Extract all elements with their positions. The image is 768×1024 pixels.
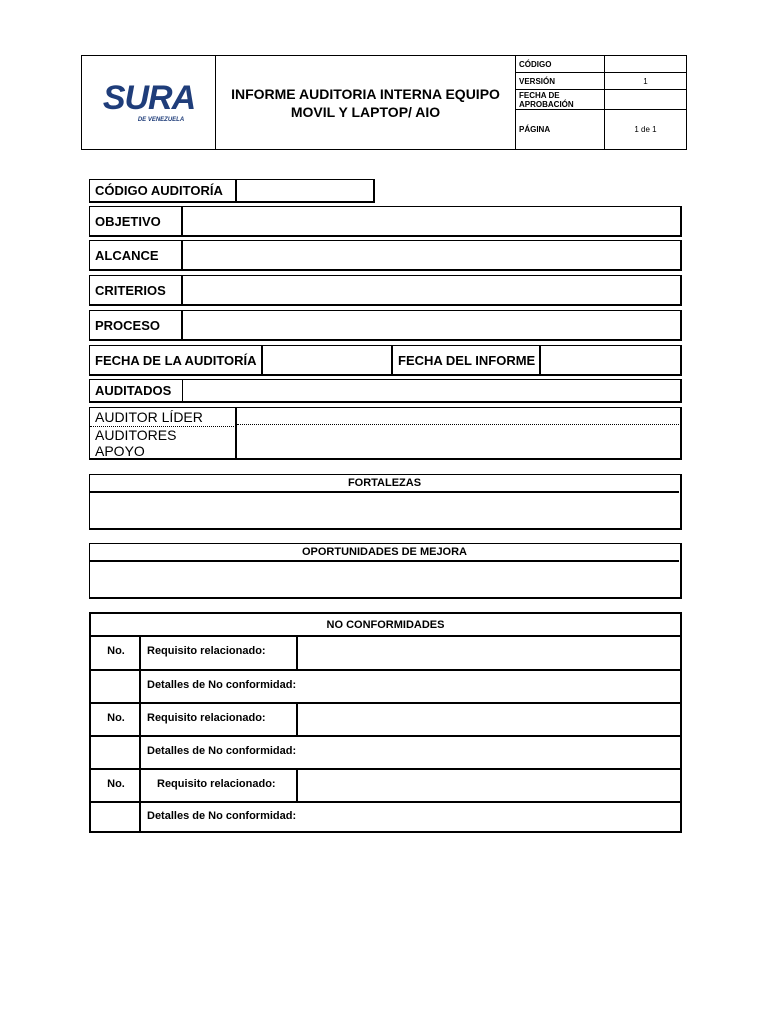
meta-label: PÁGINA (516, 110, 605, 149)
fecha-auditoria-label: FECHA DE LA AUDITORÍA (95, 352, 257, 368)
fecha-informe-field[interactable] (541, 346, 679, 374)
oportunidades-title: OPORTUNIDADES DE MEJORA (90, 545, 679, 562)
meta-value (605, 90, 686, 109)
auditados-label: AUDITADOS (95, 383, 172, 398)
meta-value: 1 (643, 76, 648, 86)
meta-value: 1 de 1 (634, 125, 657, 134)
logo-subtext: DE VENEZUELA (137, 116, 184, 123)
alcance-label: ALCANCE (95, 247, 159, 263)
nc-no-label: No. (107, 712, 125, 724)
proceso-row (89, 310, 682, 341)
document-meta (516, 56, 686, 149)
meta-label: VERSIÓN (516, 73, 605, 89)
fecha-informe-label: FECHA DEL INFORME (398, 352, 536, 368)
document-title (216, 56, 516, 149)
nc-requisito-row-3 (91, 768, 680, 801)
objetivo-field[interactable] (183, 207, 679, 235)
criterios-row (89, 275, 682, 306)
criterios-field[interactable] (183, 276, 679, 304)
auditor-lider-field[interactable] (237, 408, 679, 425)
oportunidades-field[interactable] (90, 563, 679, 597)
no-conformidades-title: NO CONFORMIDADES (326, 619, 445, 631)
alcance-field[interactable] (183, 241, 679, 269)
nc-detalles-label: Detalles de No conformidad: (147, 679, 297, 691)
title-line-2: MOVIL Y LAPTOP/ AIO (290, 103, 441, 120)
nc-detalles-row-1 (91, 669, 680, 702)
meta-row-codigo (516, 56, 686, 73)
oportunidades-section (89, 543, 682, 599)
nc-requisito-field[interactable] (298, 637, 680, 669)
nc-requisito-label: Requisito relacionado: (147, 645, 266, 657)
auditores-apoyo-field[interactable] (237, 426, 679, 458)
fechas-row (89, 345, 682, 376)
objetivo-label: OBJETIVO (95, 213, 161, 229)
codigo-auditoria-label: CÓDIGO AUDITORÍA (95, 183, 223, 198)
title-line-1: INFORME AUDITORIA INTERNA EQUIPO (231, 85, 500, 102)
codigo-auditoria-field[interactable] (237, 180, 373, 201)
logo-text: SURA (102, 80, 195, 117)
nc-no-label: No. (107, 778, 125, 790)
meta-row-pagina (516, 110, 686, 149)
meta-row-fecha (516, 90, 686, 110)
codigo-auditoria-row (89, 179, 375, 203)
nc-requisito-field[interactable] (298, 704, 680, 735)
nc-detalles-row-2 (91, 735, 680, 768)
document-header (81, 55, 687, 150)
fortalezas-field[interactable] (90, 494, 679, 528)
sura-logo (82, 56, 216, 149)
meta-label: FECHA DE APROBACIÓN (516, 90, 605, 109)
auditores-apoyo-label-2: APOYO (95, 443, 145, 459)
nc-detalles-label: Detalles de No conformidad: (147, 810, 297, 822)
nc-requisito-row-2 (91, 702, 680, 735)
nc-requisito-row-1 (91, 635, 680, 669)
auditores-block (89, 407, 682, 460)
nc-requisito-field[interactable] (298, 770, 680, 801)
nc-no-label: No. (107, 645, 125, 657)
auditados-field[interactable] (183, 380, 679, 401)
meta-label: CÓDIGO (516, 56, 605, 72)
auditados-row (89, 379, 682, 403)
nc-requisito-label: Requisito relacionado: (147, 712, 266, 724)
fortalezas-title: FORTALEZAS (90, 476, 679, 493)
nc-detalles-row-3 (91, 801, 680, 831)
no-conformidades-table (89, 612, 682, 833)
nc-requisito-label: Requisito relacionado: (157, 778, 276, 790)
meta-value (605, 56, 686, 72)
auditor-lider-label: AUDITOR LÍDER (95, 409, 203, 425)
alcance-row (89, 240, 682, 271)
nc-detalles-label: Detalles de No conformidad: (147, 745, 297, 757)
auditores-apoyo-label-1: AUDITORES (95, 427, 177, 443)
proceso-label: PROCESO (95, 317, 161, 333)
fecha-auditoria-field[interactable] (263, 346, 391, 374)
fortalezas-section (89, 474, 682, 530)
proceso-field[interactable] (183, 311, 679, 339)
objetivo-row (89, 206, 682, 237)
meta-row-version (516, 73, 686, 90)
criterios-label: CRITERIOS (95, 282, 166, 298)
sura-logo-icon (99, 81, 199, 125)
